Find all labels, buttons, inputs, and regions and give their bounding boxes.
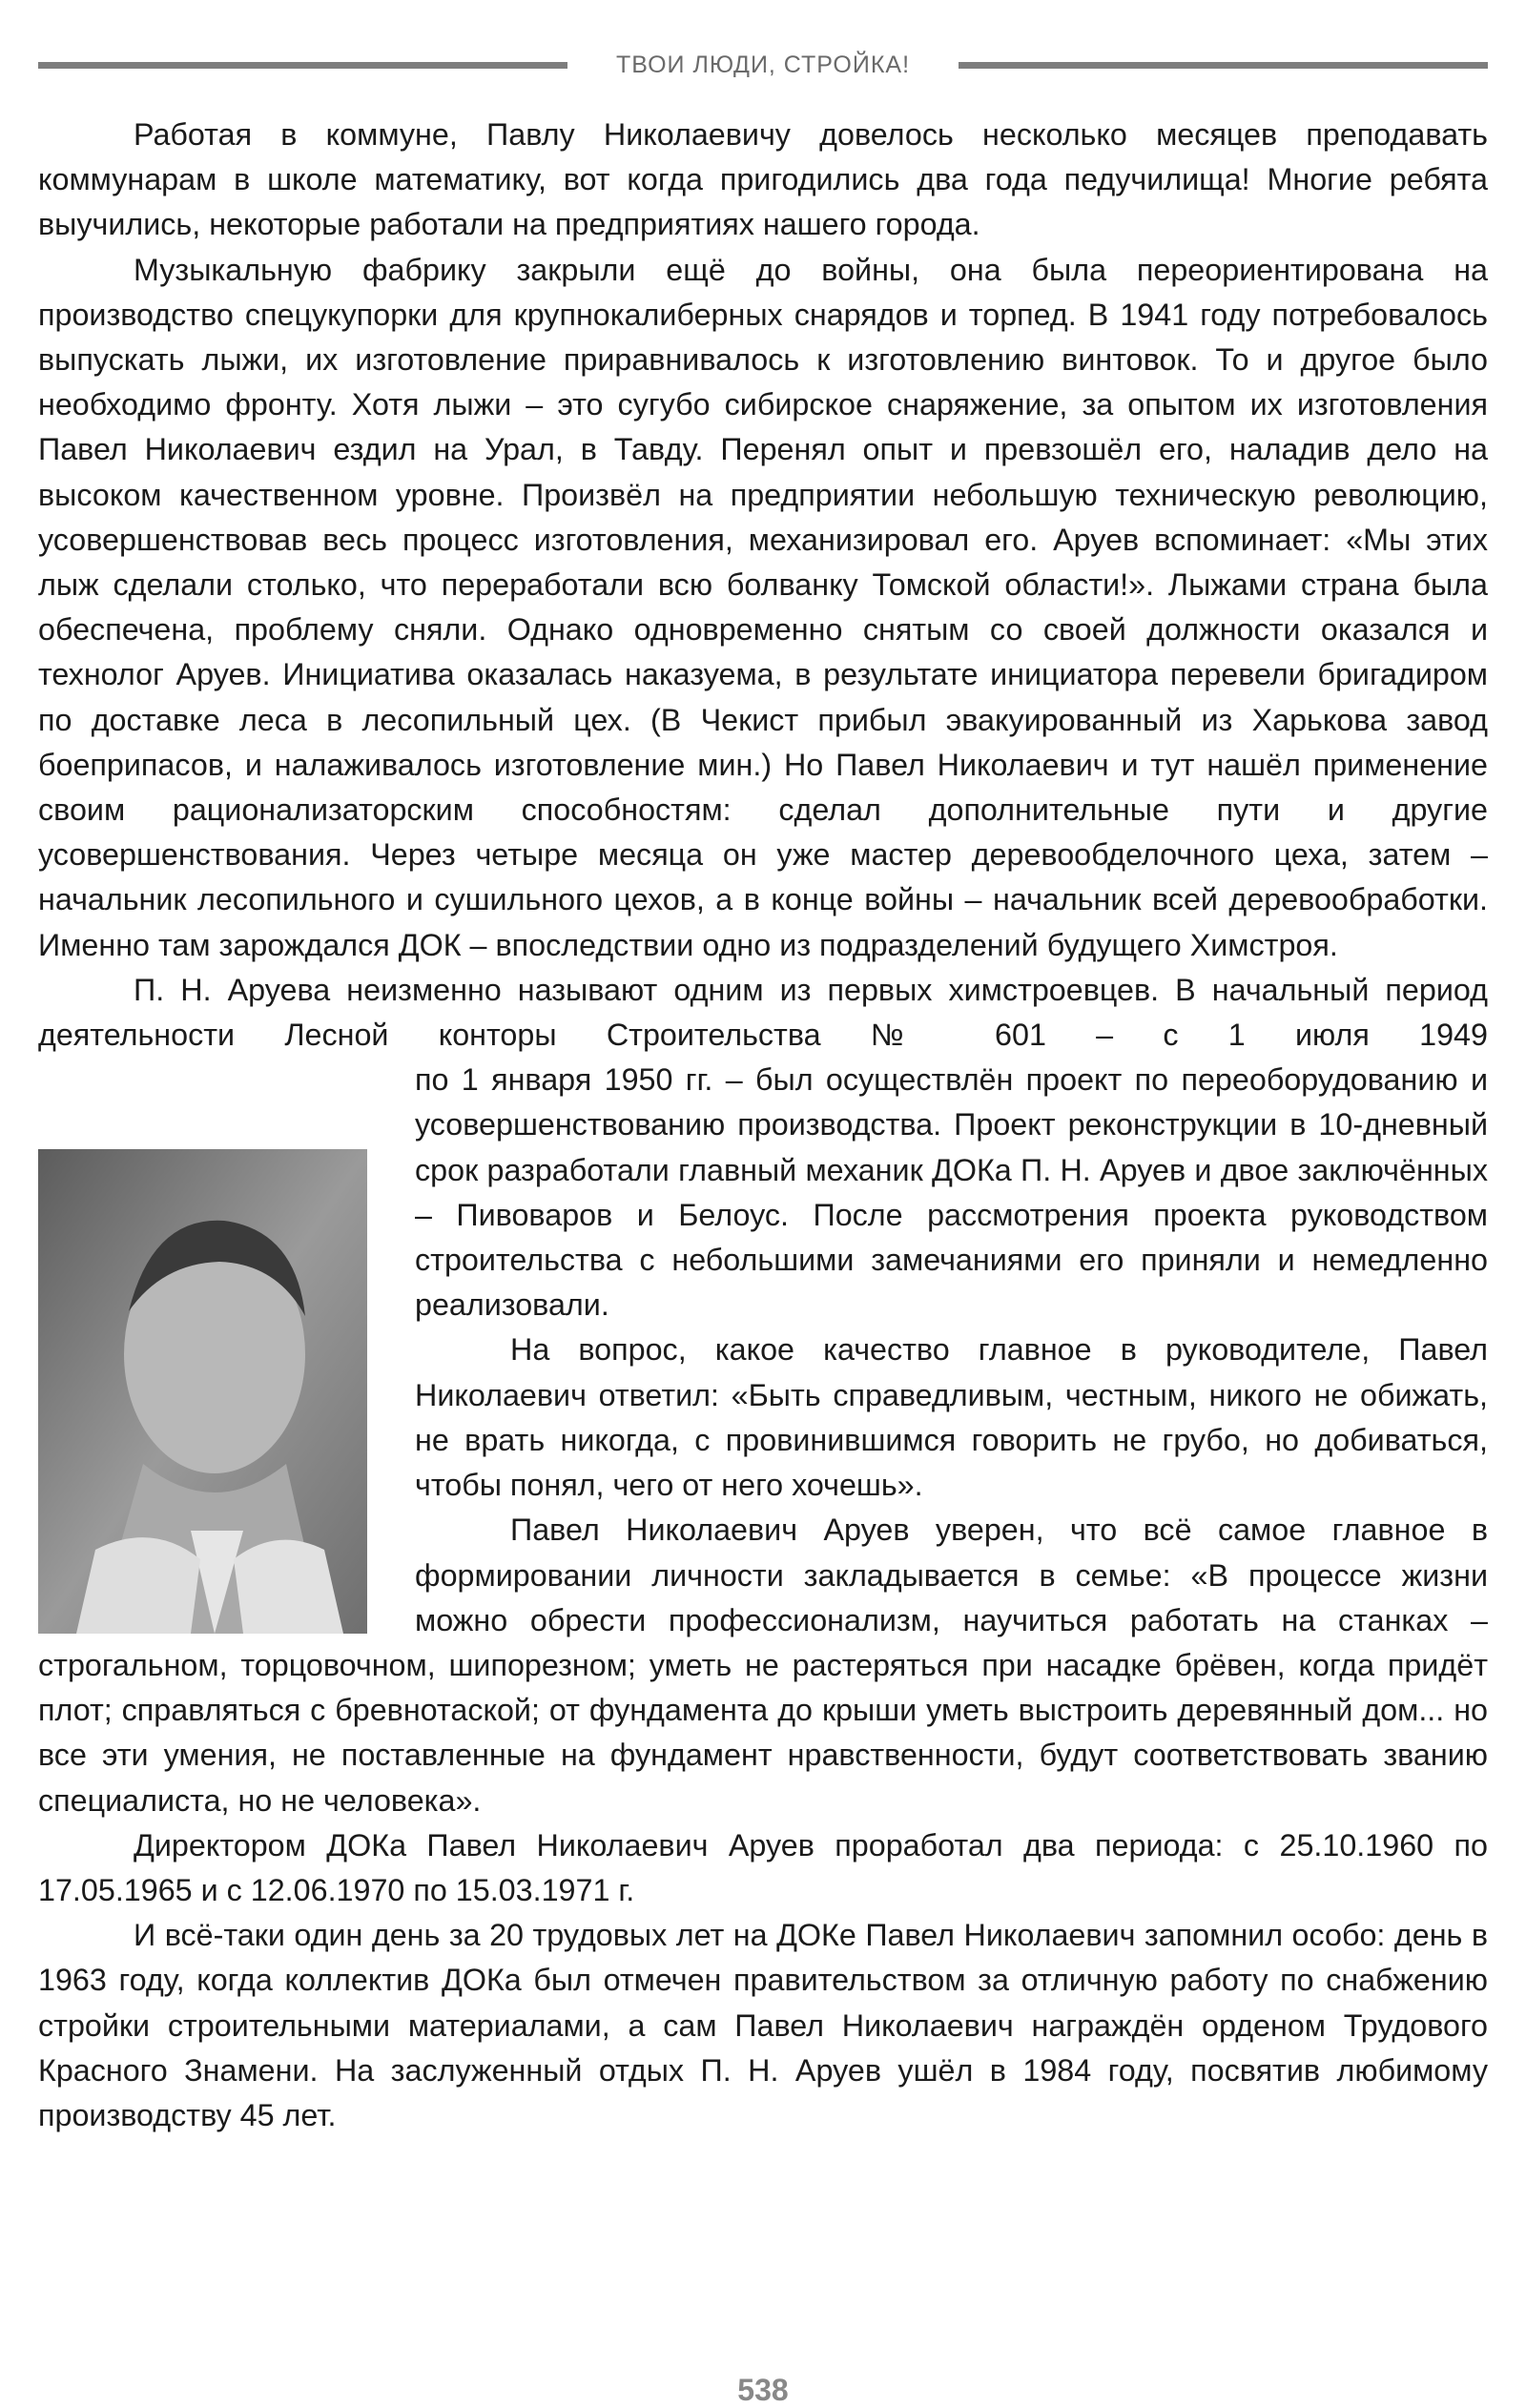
paragraph-1: Работая в коммуне, Павлу Николаевичу довелось несколько месяцев преподавать коммунарам в школе математику, вот когда пригодились два года педучилища! Многие ребята выучились, некоторые работали на предприятиях нашего города. [38,117,1488,242]
paragraph-5: Павел Николаевич Аруев уверен, что всё самое главное в формировании личности закладывается в семье: «В процессе жизни можно обрести профессионализм, научиться работать на станках – строгальном, торцовочном, шипорезном; уметь не растеряться при насадке брёвен, когда придёт плот; справляться с бревнотаской; от фундамента до крыши уметь выстроить деревянный дом... но все эти умения, не поставленные на фундамент нравственности, будут соответствовать званию специалиста, но не человека». [38,1513,1488,1818]
portrait-photo [38,1149,367,1634]
page-number: 538 [737,2373,789,2407]
article-body [38,113,1488,2138]
header-rule-right [959,62,1488,69]
running-header [38,48,1488,82]
header-rule-left [38,62,567,69]
portrait-photo-graphic [38,1149,367,1634]
paragraph-2: Музыкальную фабрику закрыли ещё до войны, она была переориентирована на производство спецукупорки для крупнокалиберных снарядов и торпед. В 1941 году потребовалось выпускать лыжи, их изготовление приравнивалось к изготовлению винтовок. То и другое было необходимо фронту. Хотя лыжи – это сугубо сибирское снаряжение, за опытом их изготовления Павел Николаевич ездил на Урал, в Тавду. Перенял опыт и превзошёл его, наладив дело на высоком качественном уровне. Произвёл на предприятии небольшую техническую революцию, усовершенствовав весь процесс изготовления, механизировал его. Аруев вспоминает: «Мы этих лыж сделали столько, что переработали всю болванку Томской области!». Лыжами страна была обеспечена, проблему сняли. Однако одновременно снятым со своей должности оказался и технолог Аруев. Инициатива оказалась наказуема, в результате инициатора перевели бригадиром по доставке леса в лесопильный цех. (В Чекист прибыл эвакуированный из Харькова завод боеприпасов, и налаживалось изготовление мин.) Но Павел Николаевич и тут нашёл применение своим рационализаторским способностям: сделал дополнительные пути и другие усовершенствования. Через четыре месяца он уже мастер деревообделочного цеха, затем – начальник лесопильного и сушильного цехов, а в конце войны – начальник всей деревообработки. Именно там зарождался ДОК – впоследствии одно из подразделений будущего Химстроя. [38,252,1488,962]
paragraph-3-lead [38,968,1488,1058]
header-title: ТВОИ ЛЮДИ, СТРОЙКА! [615,51,911,78]
paragraph-4: На вопрос, какое качество главное в руководителе, Павел Николаевич ответил: «Быть справедливым, честным, никого не обижать, не врать никогда, с провинившимся говорить не грубо, но добиваться, чтобы понял, чего от него хочешь». [415,1332,1488,1503]
paragraph-3 [38,1058,1488,1327]
paragraph-3-text: по 1 января 1950 гг. – был осуществлён проект по переоборудованию и усовершенствованию производства. Проект реконструкции в 10-дневный срок разработали главный механик ДОКа П. Н. Аруев и двое заключённых – Пивоваров и Белоус. После рассмотрения проекта руководством строительства с небольшими замечаниями его приняли и немедленно реализовали. [415,1062,1488,1323]
paragraph-7: И всё-таки один день за 20 трудовых лет на ДОКе Павел Николаевич запомнил особо: день в 1963 году, когда коллектив ДОКа был отмечен правительством за отличную работу по снабжению стройки строительными материалами, а сам Павел Николаевич награждён орденом Трудового Красного Знамени. На заслуженный отдых П. Н. Аруев ушёл в 1984 году, посвятив любимому производству 45 лет. [38,1918,1488,2132]
paragraph-6: Директором ДОКа Павел Николаевич Аруев проработал два периода: с 25.10.1960 по 17.05.1965 и с 12.06.1970 по 15.03.1971 г. [38,1827,1488,1907]
paragraph-3-lead-text: П. Н. Аруева неизменно называют одним из первых химстроевцев. В начальный период деятельности Лесной конторы Строительства № 601 – с 1 июля 1949 [38,972,1488,1053]
